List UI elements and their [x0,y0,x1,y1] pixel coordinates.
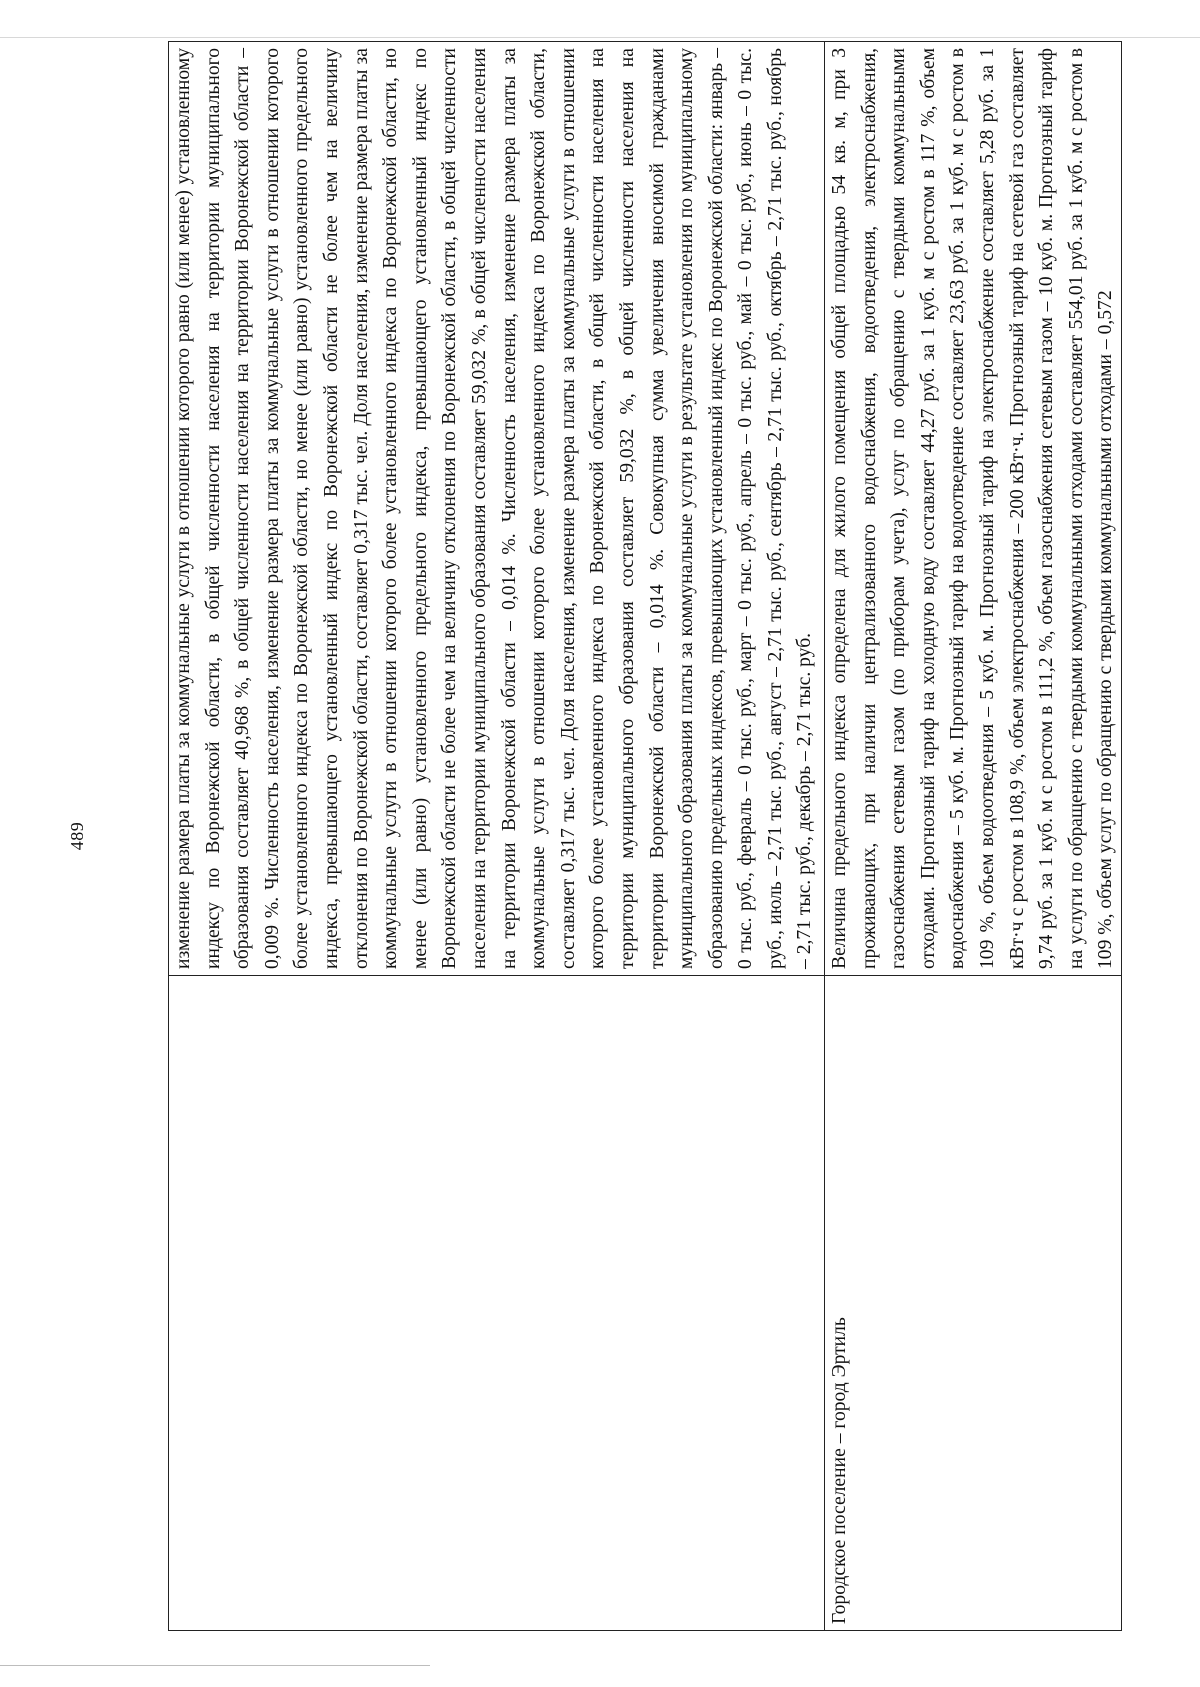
description-cell: Величина предельного индекса определена для жилого помещения общей площадью 54 кв. м, при 3 проживающих, при наличии централизованного водоснабжения, водоотведения, электроснабжения, газоснабжения сетевым газом (по приборам учета), услуг по обращению с твердыми коммунальными отходами. Прогнозный тариф на холодную воду составляет 44,27 руб. за 1 куб. м с ростом в 117 %, объем водоснабжения – 5 куб. м. Прогнозный тариф на водоотведение составляет 23,63 руб. за 1 куб. м с ростом в 109 %, объем водоотведения – 5 куб. м. Прогнозный тариф на электроснабжение составляет 5,28 руб. за 1 кВт·ч с ростом в 108,9 %, объем электроснабжения – 200 кВт·ч. Прогнозный тариф на сетевой газ составляет 9,74 руб. за 1 куб. м с ростом в 111,2 %, объем газоснабжения сетевым газом – 10 куб. м. Прогнозный тариф на услуги по обращению с твердыми коммунальными отходами составляет 554,01 руб. за 1 куб. м с ростом в 109 %, объем услуг по обращению с твердыми коммунальными отходами – 0,572 [825,42,1122,976]
table-row [825,42,1122,1631]
table-row [169,42,825,1631]
rotated-page [67,41,1117,1631]
municipality-cell: Городское поселение – город Эртиль [825,976,1122,1631]
document-table [168,41,1122,1631]
page-number: 489 [67,821,87,851]
scan-edge-top [0,37,1200,38]
description-cell: изменение размера платы за коммунальные услуги в отношении которого равно (или менее) установленному индексу по Воронежской области, в общей численности населения на территории муниципального образования составляет 40,968 %, в общей численности населения на территории Воронежской области – 0,009 %. Численность населения, изменение размера платы за коммунальные услуги в отношении которого более установленного индекса по Воронежской области, но менее (или равно) установленного предельного индекса, превышающего установленный индекс по Воронежской области не более чем на величину отклонения по Воронежской области, составляет 0,317 тыс. чел. Доля населения, изменение размера платы за коммунальные услуги в отношении которого более установленного индекса по Воронежской области, но менее (или равно) установленного предельного индекса, превышающего установленный индекс по Воронежской области не более чем на величину отклонения по Воронежской области, в общей численности населения на территории муниципального образования составляет 59,032 %, в общей численности населения на территории Воронежской области – 0,014 %. Численность населения, изменение размера платы за коммунальные услуги в отношении которого более установленного индекса по Воронежской области, составляет 0,317 тыс. чел. Доля населения, изменение размера платы за коммунальные услуги в отношении которого более установленного индекса по Воронежской области, в общей численности населения на территории муниципального образования составляет 59,032 %, в общей численности населения на территории Воронежской области – 0,014 %. Совокупная сумма увеличения вносимой гражданами муниципального образования платы за коммунальные услуги в результате установления по муниципальному образованию предельных индексов, превышающих установленный индекс по Воронежской области: январь – 0 тыс. руб., февраль – 0 тыс. руб., март – 0 тыс. руб., апрель – 0 тыс. руб., май – 0 тыс. руб., июнь – 0 тыс. руб., июль – 2,71 тыс. руб., август – 2,71 тыс. руб., сентябрь – 2,71 тыс. руб., октябрь – 2,71 тыс. руб., ноябрь – 2,71 тыс. руб., декабрь – 2,71 тыс. руб. [169,42,825,976]
municipality-cell [169,976,825,1631]
scan-edge-bottom [0,1665,430,1666]
